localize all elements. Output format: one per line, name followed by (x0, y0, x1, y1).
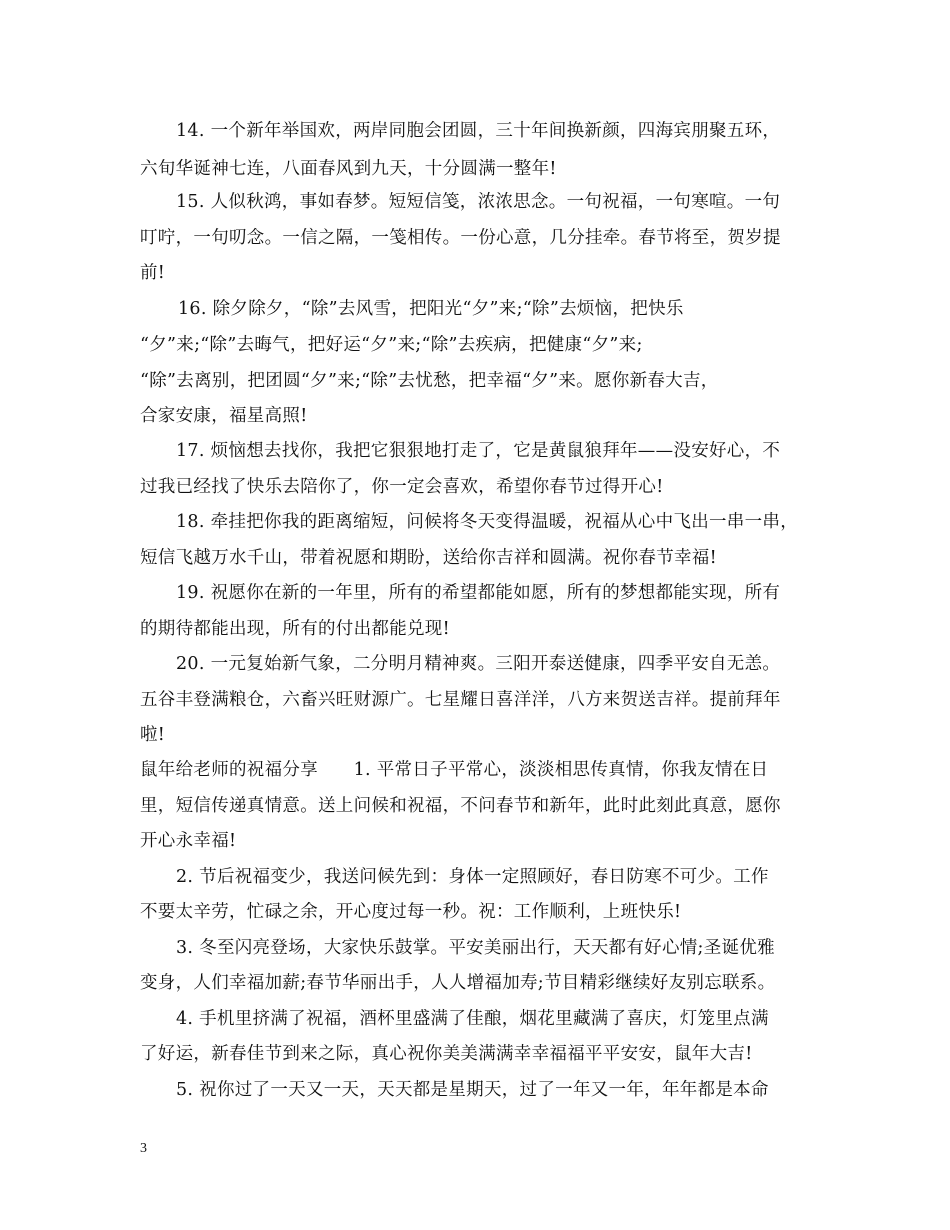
text-line: 5. 祝你过了一天又一天，天天都是星期天，过了一年又一年，年年都是本命 (176, 1080, 769, 1100)
text-line: 叮咛，一句叨念。一信之隔，一笺相传。一份心意，几分挂牵。春节将至，贺岁提 (140, 228, 781, 248)
text-line: “除”去离别，把团圆“夕”来;“除”去忧愁，把幸福“夕”来。愿你新春大吉， (140, 371, 719, 391)
text-line: 19. 祝愿你在新的一年里，所有的希望都能如愿，所有的梦想都能实现，所有 (176, 583, 781, 603)
text-line: 啦! (140, 725, 166, 745)
text-line: 合家安康，福星高照! (140, 406, 308, 426)
text-line: 2. 节后祝福变少，我送问候先到：身体一定照顾好，春日防寒不可少。工作 (176, 867, 769, 887)
text-line: 了好运，新春佳节到来之际，真心祝你美美满满幸幸福福平平安安，鼠年大吉! (140, 1044, 753, 1064)
text-line: 4. 手机里挤满了祝福，酒杯里盛满了佳酿，烟花里藏满了喜庆，灯笼里点满 (176, 1009, 769, 1029)
text-line: 六旬华诞神七连，八面春风到九天，十分圆满一整年! (140, 159, 557, 179)
text-line: 17. 烦恼想去找你，我把它狠狠地打走了，它是黄鼠狼拜年——没安好心，不 (176, 441, 781, 461)
text-line: 前! (140, 263, 166, 283)
text-line: 变身，人们幸福加薪;春节华丽出手，人人增福加寿;节目精彩继续好友别忘联系。 (140, 973, 776, 993)
text-line: 的期待都能出现，所有的付出都能兑现! (140, 619, 450, 639)
text-line: 20. 一元复始新气象，二分明月精神爽。三阳开泰送健康，四季平安自无恙。 (176, 654, 781, 674)
text-line: 15. 人似秋鸿，事如春梦。短短信笺，浓浓思念。一句祝福，一句寒喧。一句 (176, 192, 781, 212)
text-line: 3. 冬至闪亮登场，大家快乐鼓掌。平安美丽出行，天天都有好心情;圣诞优雅 (176, 938, 775, 958)
page-number: 3 (140, 1141, 147, 1156)
text-line: 五谷丰登满粮仓，六畜兴旺财源广。七星耀日喜洋洋，八方来贺送吉祥。提前拜年 (140, 690, 781, 710)
text-line: 14. 一个新年举国欢，两岸同胞会团圆，三十年间换新颜，四海宾朋聚五环， (176, 121, 781, 141)
text-line: “夕”来;“除”去晦气，把好运“夕”来;“除”去疾病，把健康“夕”来; (140, 335, 643, 355)
text-line: 开心永幸福! (140, 831, 237, 851)
text-line: 里，短信传递真情意。送上问候和祝福，不问春节和新年，此时此刻此真意，愿你 (140, 796, 781, 816)
text-line: 过我已经找了快乐去陪你了，你一定会喜欢，希望你春节过得开心! (140, 477, 664, 497)
text-line: 16. 除夕除夕，“除”去风雪，把阳光“夕”来;“除”去烦恼，把快乐 (178, 299, 684, 319)
text-line: 短信飞越万水千山，带着祝愿和期盼，送给你吉祥和圆满。祝你春节幸福! (140, 548, 717, 568)
text-line: 18. 牵挂把你我的距离缩短，问候将冬天变得温暖，祝福从心中飞出一串一串， (176, 512, 798, 532)
text-line: 不要太辛劳，忙碌之余，开心度过每一秒。祝：工作顺利，上班快乐! (140, 902, 682, 922)
text-line: 鼠年给老师的祝福分享 1. 平常日子平常心，淡淡相思传真情，你我友情在日 (140, 760, 769, 780)
